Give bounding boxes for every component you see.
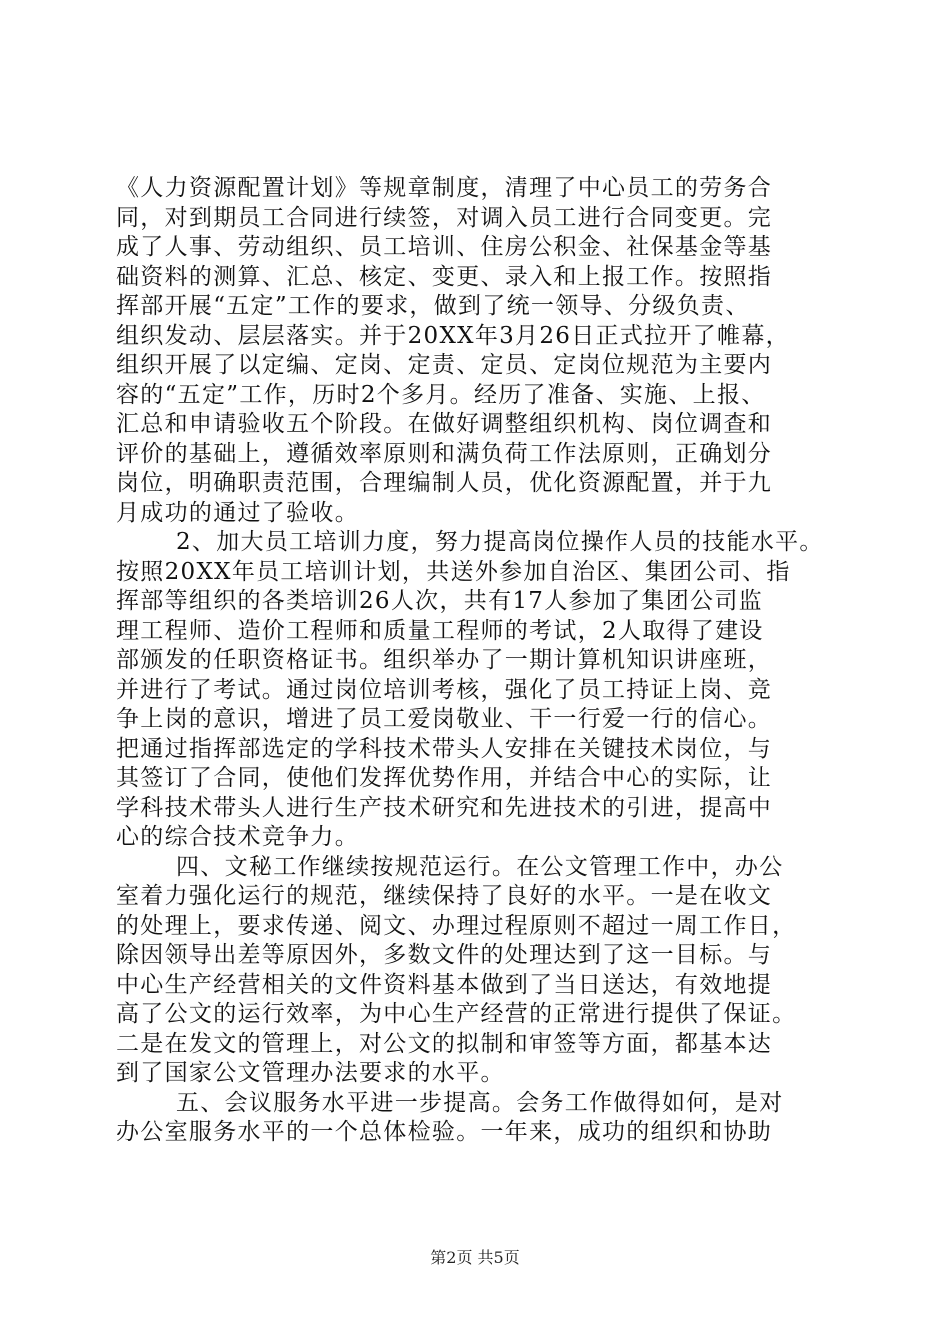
text-line: 组织开展了以定编、定岗、定责、定员、定岗位规范为主要内 [116,352,773,378]
text-line: 挥部开展“五定”工作的要求，做到了统一领导、分级负责、 [116,293,750,319]
paragraph-start-line: 2、加大员工培训力度，努力提高岗位操作人员的技能水平。 [176,529,824,555]
text-line: 组织发动、层层落实。并于20XX年3月26日正式拉开了帷幕， [116,322,790,349]
text-line: 室着力强化运行的规范，继续保持了良好的水平。一是在收文 [116,883,773,909]
text-line: 高了公文的运行效率，为中心生产经营的正常进行提供了保证。 [116,1001,797,1027]
text-line: 争上岗的意识，增进了员工爱岗敬业、干一行爱一行的信心。 [116,706,773,732]
page-footer [0,1245,950,1268]
text-line: 岗位，明确职责范围，合理编制人员，优化资源配置，并于九 [116,470,773,496]
text-line: 理工程师、造价工程师和质量工程师的考试，2人取得了建设 [116,617,764,644]
text-line: 按照20XX年员工培训计划，共送外参加自治区、集团公司、指 [116,558,791,585]
text-line: 的处理上，要求传递、阅文、办理过程原则不超过一周工作日， [116,912,797,939]
text-line: 心的综合技术竞争力。 [116,824,359,850]
text-line: 学科技术带头人进行生产技术研究和先进技术的引进，提高中 [116,794,773,821]
text-line: 部颁发的任职资格证书。组织举办了一期计算机知识讲座班， [116,647,773,673]
text-line: 同，对到期员工合同进行续签，对调入员工进行合同变更。完 [116,204,773,231]
text-line: 中心生产经营相关的文件资料基本做到了当日送达，有效地提 [116,971,773,998]
text-line: 评价的基础上，遵循效率原则和满负荷工作法原则，正确划分 [116,440,773,467]
text-line: 并进行了考试。通过岗位培训考核，强化了员工持证上岗、竞 [116,676,773,703]
document-body [116,174,856,1148]
text-line: 月成功的通过了验收。 [116,499,359,526]
text-line: 成了人事、劳动组织、员工培训、住房公积金、社保基金等基 [116,234,773,260]
paragraph-start-line: 五、会议服务水平进一步提高。会务工作做得如何，是对 [176,1089,784,1116]
text-line: 到了国家公文管理办法要求的水平。 [116,1060,505,1086]
text-line: 容的“五定”工作，历时2个多月。经历了准备、实施、上报、 [116,381,766,408]
page-number-label: 第2页 共5页 [430,1248,520,1267]
text-line: 二是在发文的管理上，对公文的拟制和审签等方面，都基本达 [116,1030,773,1057]
text-line: 汇总和申请验收五个阶段。在做好调整组织机构、岗位调查和 [116,411,773,437]
text-line: 挥部等组织的各类培训26人次，共有17人参加了集团公司监 [116,588,763,614]
text-line: 把通过指挥部选定的学科技术带头人安排在关键技术岗位，与 [116,735,773,762]
text-line: 办公室服务水平的一个总体检验。一年来，成功的组织和协助 [116,1119,773,1145]
text-line: 除因领导出差等原因外，多数文件的处理达到了这一目标。与 [116,942,773,968]
paragraph-start-line: 四、文秘工作继续按规范运行。在公文管理工作中，办公 [176,853,784,880]
text-line: 础资料的测算、汇总、核定、变更、录入和上报工作。按照指 [116,263,773,290]
text-line: 其签订了合同，使他们发挥优势作用，并结合中心的实际，让 [116,765,773,791]
text-line: 《人力资源配置计划》等规章制度，清理了中心员工的劳务合 [116,175,773,201]
